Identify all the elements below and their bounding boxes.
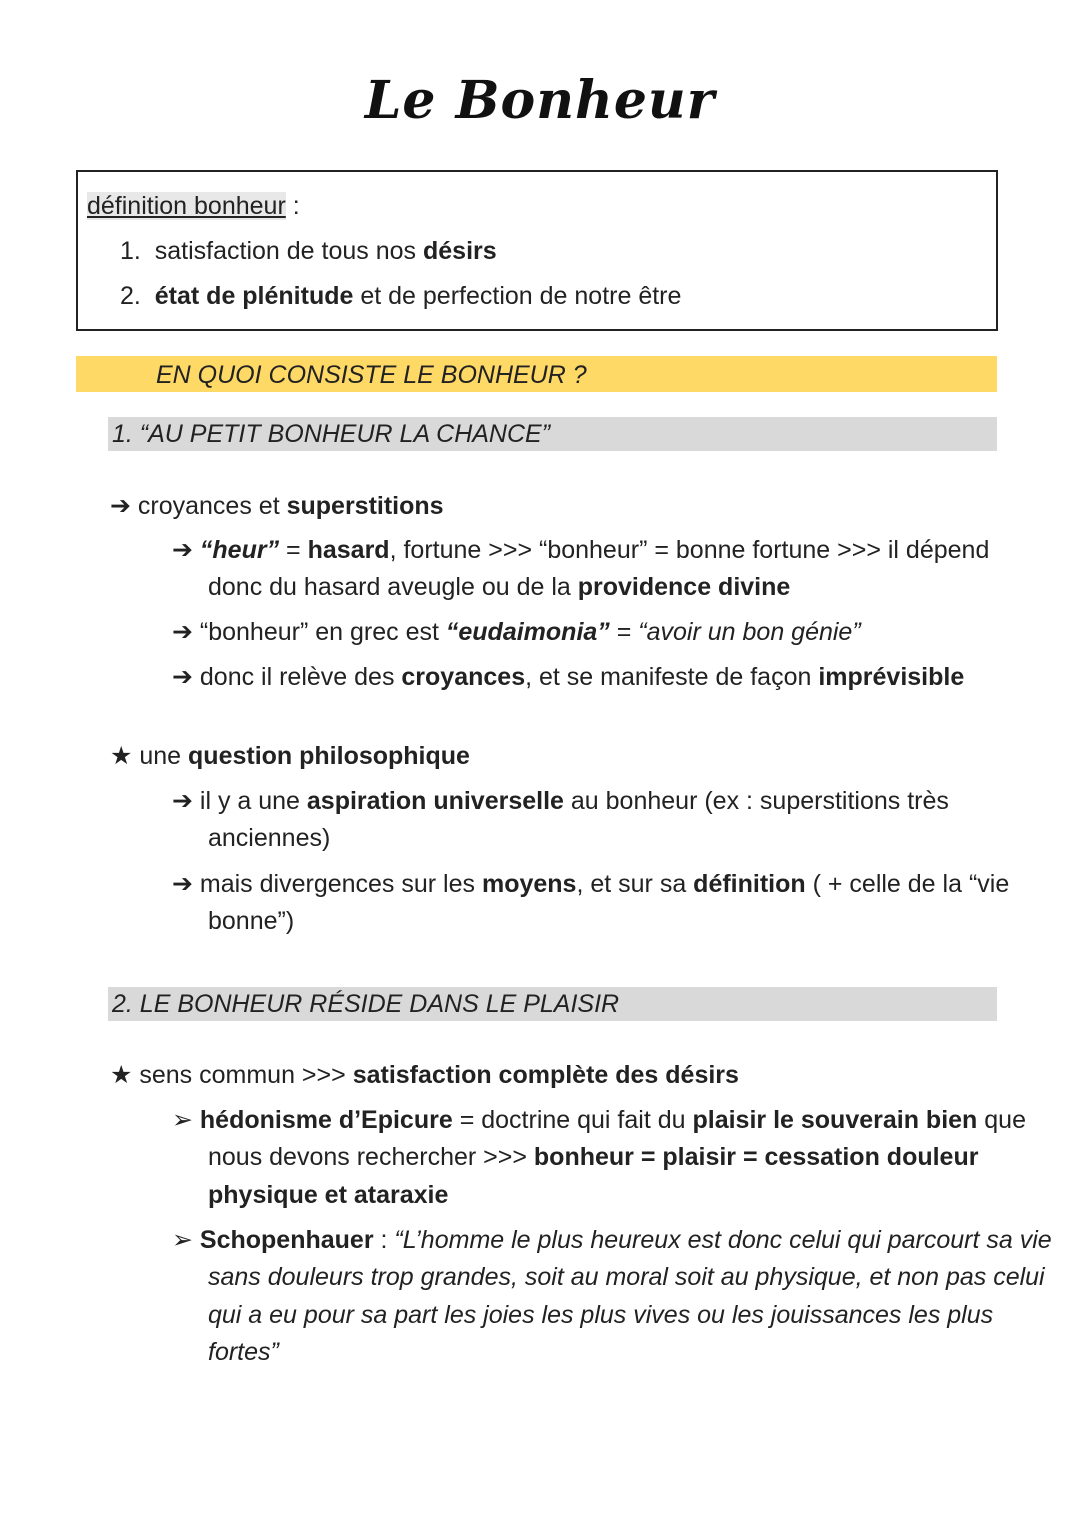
- part1-line-aspiration-cont: anciennes): [208, 824, 331, 852]
- definition-item-2: 2. état de plénitude et de perfection de notre être: [120, 282, 682, 310]
- part1-line-divergences-cont: bonne”): [208, 907, 295, 935]
- part2-line-sens-commun: ★ sens commun >>> satisfaction complète des désirs: [110, 1061, 739, 1089]
- part1-line-grec: ➔ “bonheur” en grec est “eudaimonia” = “avoir un bon génie”: [172, 618, 861, 646]
- page-title: Le Bonheur: [364, 70, 716, 131]
- part1-line-croyances: ➔ croyances et superstitions: [110, 492, 444, 520]
- part2-line-schopenhauer: ➢ Schopenhauer : “L’homme le plus heureux est donc celui qui parcourt sa vie: [172, 1226, 1052, 1254]
- part1-line-releve: ➔ donc il relève des croyances, et se manifeste de façon imprévisible: [172, 663, 965, 691]
- triangle-arrow-icon: ➢: [172, 1106, 193, 1134]
- definition-item-1: 1. satisfaction de tous nos désirs: [120, 237, 497, 265]
- part2-quote-line-4: fortes”: [208, 1338, 279, 1366]
- triangle-arrow-icon: ➢: [172, 1226, 193, 1254]
- arrow-icon: ➔: [172, 663, 193, 691]
- part2-quote-line-2: sans douleurs trop grandes, soit au moral soit au physique, et non pas celui: [208, 1263, 1045, 1291]
- part2-line-hedonisme-cont2: physique et ataraxie: [208, 1181, 449, 1209]
- star-icon: ★: [110, 1061, 133, 1089]
- star-icon: ★: [110, 742, 133, 770]
- arrow-icon: ➔: [110, 492, 131, 520]
- arrow-icon: ➔: [172, 536, 193, 564]
- part2-line-hedonisme-cont: nous devons rechercher >>> bonheur = plaisir = cessation douleur: [208, 1143, 979, 1171]
- section-heading: EN QUOI CONSISTE LE BONHEUR ?: [156, 361, 587, 389]
- part1-line-question: ★ une question philosophique: [110, 742, 470, 770]
- part1-line-aspiration: ➔ il y a une aspiration universelle au bonheur (ex : superstitions très: [172, 787, 949, 815]
- part1-heading: 1. “AU PETIT BONHEUR LA CHANCE”: [112, 420, 551, 448]
- part1-line-heur-cont: donc du hasard aveugle ou de la providence divine: [208, 573, 791, 601]
- definition-label: définition bonheur :: [87, 192, 300, 220]
- part2-line-hedonisme: ➢ hédonisme d’Epicure = doctrine qui fait du plaisir le souverain bien que: [172, 1106, 1026, 1134]
- arrow-icon: ➔: [172, 870, 193, 898]
- part1-line-divergences: ➔ mais divergences sur les moyens, et sur sa définition ( + celle de la “vie: [172, 870, 1010, 898]
- part2-quote-line-3: qui a eu pour sa part les joies les plus vives ou les jouissances les plus: [208, 1301, 994, 1329]
- arrow-icon: ➔: [172, 787, 193, 815]
- part2-heading: 2. LE BONHEUR RÉSIDE DANS LE PLAISIR: [112, 990, 620, 1018]
- part1-line-heur: ➔ “heur” = hasard, fortune >>> “bonheur” = bonne fortune >>> il dépend: [172, 536, 990, 564]
- arrow-icon: ➔: [172, 618, 193, 646]
